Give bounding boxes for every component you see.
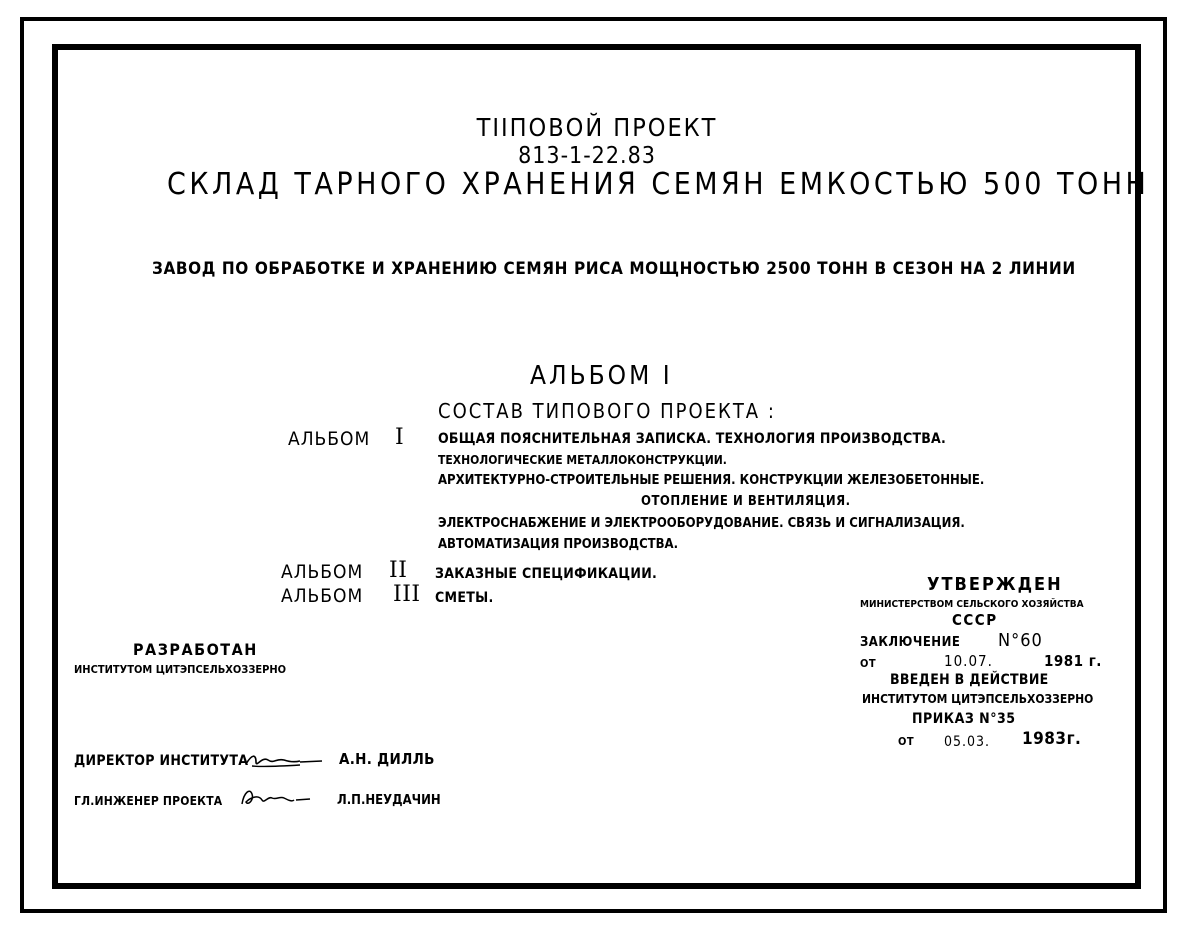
order-from-label: ОТ — [898, 735, 915, 748]
album-1-line-6: АВТОМАТИЗАЦИЯ ПРОИЗВОДСТВА. — [438, 537, 679, 552]
conclusion-from-label: ОТ — [860, 657, 877, 670]
chief-engineer-title: ГЛ.ИНЖЕНЕР ПРОЕКТА — [74, 794, 223, 808]
album-1-line-3: АРХИТЕКТУРНО-СТРОИТЕЛЬНЫЕ РЕШЕНИЯ. КОНСТРУКЦИИ ЖЕЛЕЗОБЕТОННЫЕ. — [438, 473, 985, 488]
album-2-line-1: ЗАКАЗНЫЕ СПЕЦИФИКАЦИИ. — [435, 566, 658, 582]
order-year: 1983г. — [1022, 729, 1082, 749]
enacted-institute: ИНСТИТУТОМ ЦИТЭПСЕЛЬХОЗЗЕРНО — [862, 692, 1094, 706]
project-title: СКЛАД ТАРНОГО ХРАНЕНИЯ СЕМЯН ЕМКОСТЬЮ 500 ТОНН — [167, 167, 1150, 202]
album-row-1-numeral: I — [395, 425, 405, 450]
project-type: ТIIПОВОЙ ПРОЕКТ — [476, 113, 718, 142]
album-1-line-2: ТЕХНОЛОГИЧЕСКИЕ МЕТАЛЛОКОНСТРУКЦИИ. — [438, 453, 727, 467]
developer-title: РАЗРАБОТАН — [133, 640, 258, 659]
approval-ministry: МИНИСТЕРСТВОМ СЕЛЬСКОГО ХОЗЯЙСТВА — [860, 599, 1084, 610]
album-row-2-label: АЛЬБОМ — [281, 561, 364, 583]
director-signature — [244, 750, 324, 772]
enacted-label: ВВЕДЕН В ДЕЙСТВИЕ — [890, 672, 1049, 688]
composition-title: СОСТАВ ТИПОВОГО ПРОЕКТА : — [438, 399, 776, 423]
project-number: 813-1-22.83 — [518, 143, 656, 169]
album-1-line-5: ЭЛЕКТРОСНАБЖЕНИЕ И ЭЛЕКТРООБОРУДОВАНИЕ. СВЯЗЬ И СИГНАЛИЗАЦИЯ. — [438, 516, 965, 531]
chief-engineer-signature — [238, 786, 312, 810]
conclusion-year: 1981 г. — [1044, 652, 1102, 670]
director-title: ДИРЕКТОР ИНСТИТУТА — [74, 753, 249, 769]
album-heading: АЛЬБОМ I — [530, 361, 673, 391]
conclusion-date: 10.07. — [944, 652, 993, 670]
album-3-line-1: СМЕТЫ. — [435, 590, 494, 606]
developer-institute: ИНСТИТУТОМ ЦИТЭПСЕЛЬХОЗЗЕРНО — [74, 663, 287, 676]
album-1-line-1: ОБЩАЯ ПОЯСНИТЕЛЬНАЯ ЗАПИСКА. ТЕХНОЛОГИЯ ПРОИЗВОДСТВА. — [438, 431, 946, 447]
order-date: 05.03. — [944, 734, 991, 750]
album-row-2-numeral: II — [389, 558, 408, 583]
album-row-3-label: АЛЬБОМ — [281, 585, 364, 607]
conclusion-label: ЗАКЛЮЧЕНИЕ — [860, 635, 961, 650]
album-row-1-label: АЛЬБОМ — [288, 428, 371, 450]
album-row-3-numeral: III — [393, 582, 421, 607]
conclusion-number: N°60 — [998, 630, 1043, 651]
album-1-line-4: ОТОПЛЕНИЕ И ВЕНТИЛЯЦИЯ. — [641, 494, 851, 509]
order-number: ПРИКАЗ N°35 — [912, 711, 1016, 727]
chief-engineer-name: Л.П.НЕУДАЧИН — [337, 793, 441, 808]
approval-title: УТВЕРЖДЕН — [927, 574, 1063, 595]
plant-subtitle: ЗАВОД ПО ОБРАБОТКЕ И ХРАНЕНИЮ СЕМЯН РИСА МОЩНОСТЬЮ 2500 ТОНН В СЕЗОН НА 2 ЛИНИИ — [152, 259, 1076, 279]
director-name: А.Н. ДИЛЛЬ — [339, 750, 435, 768]
approval-country: СССР — [952, 611, 998, 629]
